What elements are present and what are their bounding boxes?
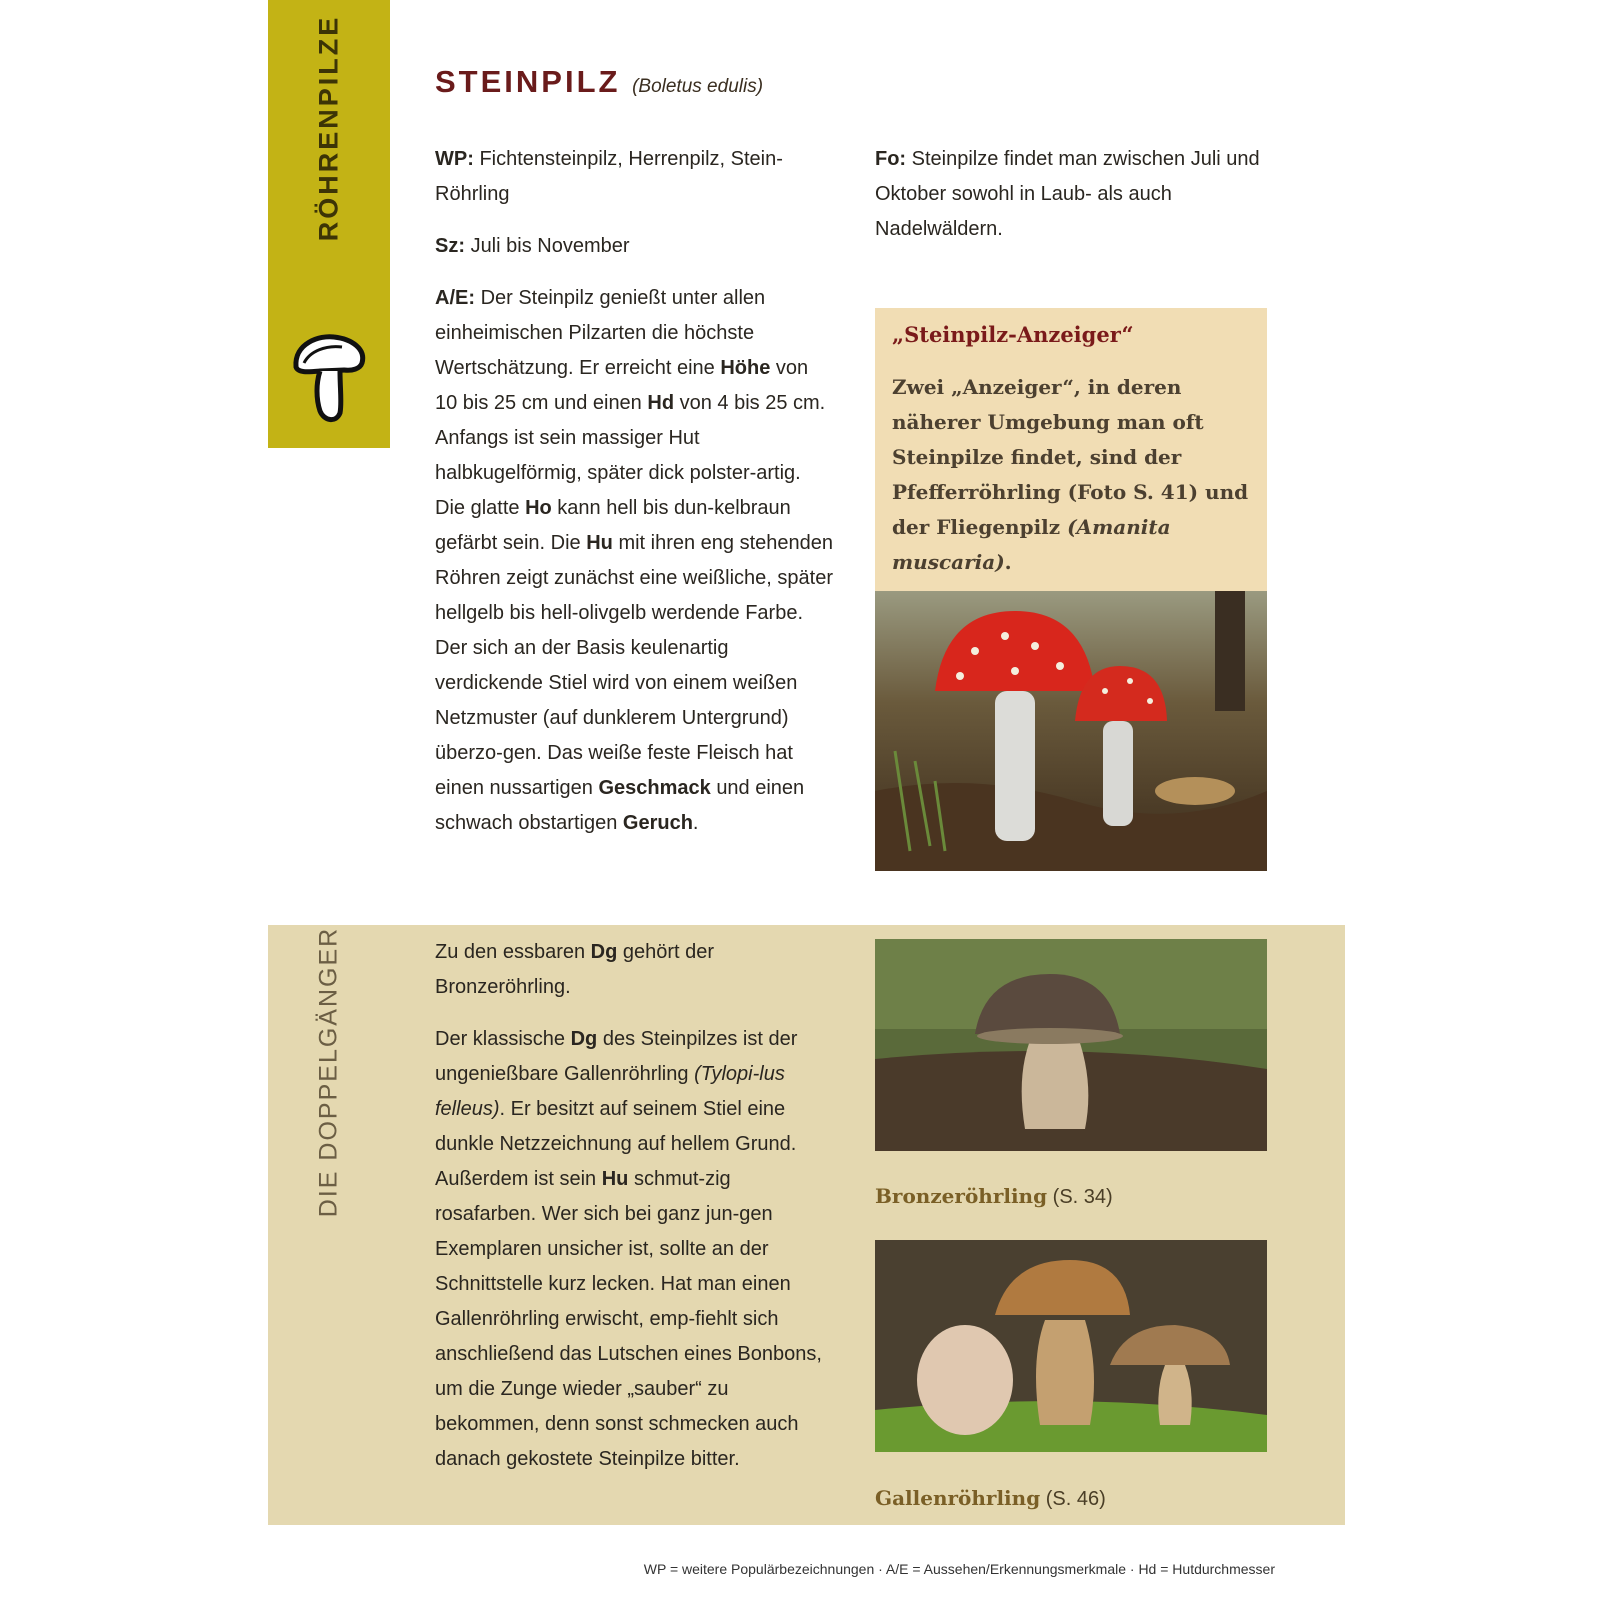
fo-label: Fo:: [875, 148, 907, 170]
dg-text: gehört der Bronzeröhrling.: [435, 941, 715, 998]
doppelganger-paragraph: [435, 1022, 835, 1477]
dg-text: schmut-zig rosafarben. Wer sich bei ganz jun-gen Exemplaren unsicher ist, sollte an der Schnittstelle kurz lecken. Hat man einen Gallenröhrling erwischt, emp-fiehlt sich anschließend das Lutschen eines Bonbons, um die Zunge wieder „sauber“ zu bekommen, denn sonst schmecken auch danach gekostete Steinpilze bitter.: [435, 1168, 822, 1470]
info-box-text: [892, 370, 1257, 580]
sz-label: Sz:: [435, 235, 465, 257]
species-scientific-name: (Boletus edulis): [632, 76, 764, 97]
dg-bold: Dg: [570, 1028, 598, 1050]
sz-text: Juli bis November: [470, 235, 630, 257]
wp-text: Fichtensteinpilz, Herrenpilz, Stein-Röhrling: [435, 148, 783, 205]
caption-bronze: [875, 1184, 1113, 1209]
ae-text: und einen schwach obstartigen: [435, 777, 805, 834]
ae-bold: Geschmack: [598, 777, 711, 799]
caption-name: Gallenröhrling: [875, 1486, 1041, 1510]
mushroom-icon: [290, 333, 368, 425]
wp-label: WP:: [435, 148, 474, 170]
caption-page: (S. 34): [1052, 1186, 1113, 1208]
info-text: Zwei „Anzeiger“, in deren näherer Umgebung man oft Steinpilze findet, sind der Pfefferröhrling (Foto S. 41) und der Fliegenpilz: [892, 375, 1249, 539]
info-box-title: „Steinpilz-Anzeiger“: [892, 322, 1134, 347]
caption-page: (S. 46): [1045, 1488, 1106, 1510]
doppelganger-text: [435, 935, 835, 1494]
dg-text: Zu den essbaren: [435, 941, 586, 963]
dg-text: . Er besitzt auf seinem Stiel eine dunkle Netzzeichnung auf hellem Grund. Außerdem ist sein: [435, 1098, 797, 1190]
species-title: [435, 64, 763, 100]
ae-text: Der Steinpilz genießt unter allen einheimischen Pilzarten die höchste Wertschätzung. Er erreicht eine: [435, 287, 766, 379]
bitter-bolete-photo: [875, 1240, 1267, 1452]
ae-bold: Geruch: [622, 812, 693, 834]
fo-paragraph: [875, 142, 1275, 247]
footer-legend: WP = weitere Populärbezeichnungen · A/E = Aussehen/Erkennungsmerkmale · Hd = Hutdurchmesser: [643, 1561, 1275, 1577]
ae-text: von 10 bis 25 cm und einen: [435, 357, 809, 414]
bronze-bolete-photo: [875, 939, 1267, 1151]
ae-paragraph: [435, 281, 835, 841]
info-italic: (Amanita muscaria): [892, 515, 1171, 574]
description-column: [435, 142, 835, 858]
doppelganger-paragraph: [435, 935, 835, 1005]
ae-text: mit ihren eng stehenden Röhren zeigt zunächst eine weißliche, später hellgelb bis hell-olivgelb werdende Farbe. Der sich an der Basis keulenartig verdickende Stiel wird von einem weißen Netzmuster (auf dunklerem Untergrund) überzo-gen. Das weiße feste Fleisch hat einen nussartigen: [435, 532, 834, 799]
caption-bitter: [875, 1486, 1106, 1511]
dg-bold: Dg: [590, 941, 618, 963]
fly-agaric-photo: [875, 591, 1267, 871]
sz-paragraph: [435, 229, 835, 264]
doppelganger-label: DIE DOPPELGÄNGER: [314, 926, 343, 1218]
location-column: [875, 142, 1275, 247]
fo-text: Steinpilze findet man zwischen Juli und Oktober sowohl in Laub- als auch Nadelwäldern.: [875, 148, 1260, 240]
ae-text: kann hell bis dun-kelbraun gefärbt sein. Die: [435, 497, 791, 554]
info-text-end: .: [1004, 550, 1012, 574]
ae-bold: Hu: [586, 532, 613, 554]
ae-text: von 4 bis 25 cm. Anfangs ist sein massiger Hut halbkugelförmig, später dick polster-artig. Die glatte: [435, 392, 826, 519]
species-name: STEINPILZ: [435, 64, 621, 99]
dg-italic: (Tylopi-lus felleus): [435, 1063, 785, 1120]
side-tab-label: RÖHRENPILZE: [313, 14, 344, 242]
ae-bold: Hd: [647, 392, 675, 414]
ae-bold: Ho: [525, 497, 552, 519]
dg-bold: Hu: [601, 1168, 629, 1190]
ae-bold: Höhe: [720, 357, 771, 379]
dg-text: Der klassische: [435, 1028, 566, 1050]
caption-name: Bronzeröhrling: [875, 1184, 1048, 1208]
ae-text: .: [692, 812, 699, 834]
ae-label: A/E:: [435, 287, 475, 309]
info-box: [875, 308, 1267, 591]
wp-paragraph: [435, 142, 835, 212]
dg-text: des Steinpilzes ist der ungenießbare Gallenröhrling: [435, 1028, 798, 1085]
